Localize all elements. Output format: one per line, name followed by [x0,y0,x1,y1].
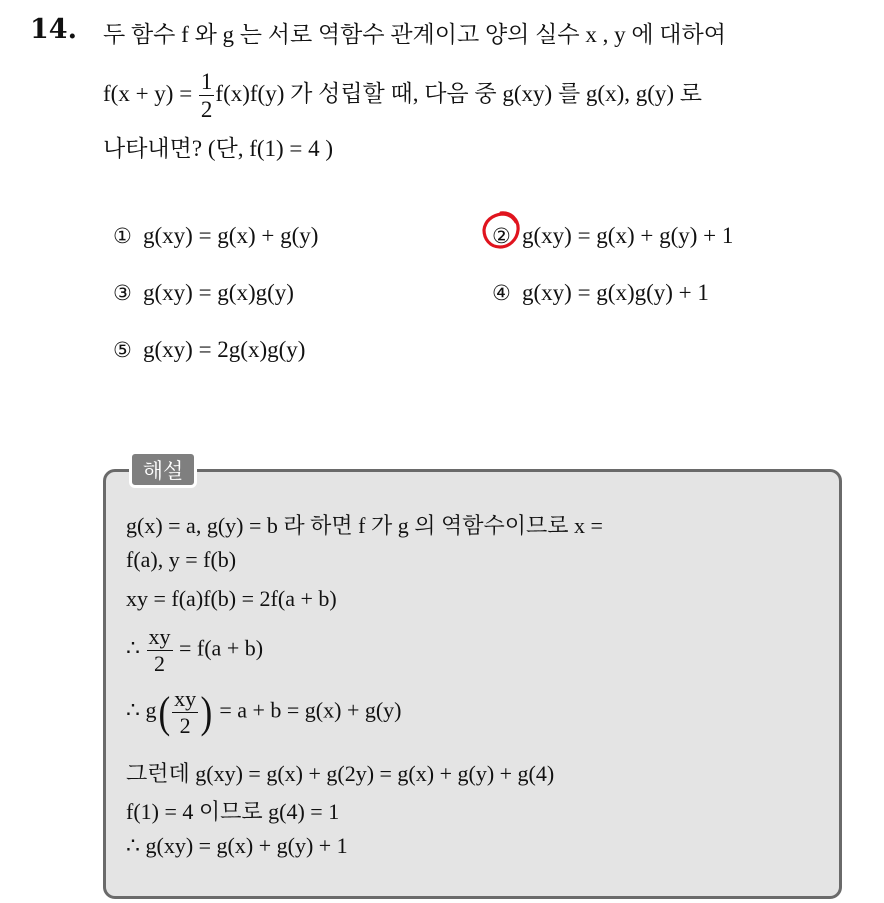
solution-line-7: f(1) = 4 이므로 g(4) = 1 [126,799,340,824]
question-line-1: 두 함수 f 와 g 는 서로 역함수 관계이고 양의 실수 x , y 에 대하여 [103,22,726,47]
solution-line-3: xy = f(a)f(b) = 2f(a + b) [126,586,337,611]
fraction-xy-over-2 [172,688,198,737]
therefore-prefix: ∴ [126,635,146,661]
fraction-one-half [199,70,215,121]
solution-line-6: 그런데 g(xy) = g(x) + g(2y) = g(x) + g(y) + g(4) [126,761,555,786]
solution-tag: 해설 [129,451,197,488]
question-line-2-rhs: f(x)f(y) 가 성립할 때, 다음 중 g(xy) 를 g(x), g(y) 로 [215,80,703,106]
solution-line-1: g(x) = a, g(y) = b 라 하면 f 가 g 의 역함수이므로 x = [126,513,603,538]
left-paren: ( [157,687,170,737]
question-line-3: 나타내면? (단, f(1) = 4 ) [103,136,334,161]
solution-line-8: ∴ g(xy) = g(x) + g(y) + 1 [126,833,348,858]
choice-5[interactable] [113,337,305,363]
choice-text: g(xy) = 2g(x)g(y) [143,337,306,362]
question-line-2-lhs: f(x + y) = [103,80,198,106]
fraction-denominator: 2 [200,97,213,122]
choice-marker: ① [113,224,132,248]
solution-line-5 [126,688,402,737]
solution-line-2: f(a), y = f(b) [126,547,237,572]
question-number: 14. [30,14,77,45]
fraction-numerator: xy [174,686,197,711]
choice-marker: ⑤ [113,338,132,362]
fraction-denominator: 2 [179,713,191,738]
fraction-numerator: 1 [200,69,213,94]
selected-answer-circle-icon [480,209,522,251]
solution-line-4-rhs: = f(a + b) [173,635,264,661]
choice-1[interactable] [113,223,318,249]
choice-4[interactable] [492,280,709,306]
choice-marker: ③ [113,281,132,305]
choice-text: g(xy) = g(x) + g(y) + 1 [522,223,734,248]
therefore-prefix: ∴ g [126,697,157,723]
fraction-denominator: 2 [154,651,165,676]
choice-marker: ② [492,224,511,248]
choice-marker: ④ [492,281,511,305]
solution-line-4 [126,626,263,675]
choice-text: g(xy) = g(x)g(y) + 1 [522,280,709,305]
choice-text: g(xy) = g(x)g(y) [143,280,294,305]
solution-line-5-rhs: = a + b = g(x) + g(y) [213,697,402,723]
fraction-xy-over-2 [147,626,173,675]
choice-2[interactable] [492,223,733,249]
question-line-2 [103,70,702,121]
right-paren: ) [200,687,213,737]
fraction-numerator: xy [148,624,171,649]
choice-text: g(xy) = g(x) + g(y) [143,223,319,248]
choice-3[interactable] [113,280,294,306]
